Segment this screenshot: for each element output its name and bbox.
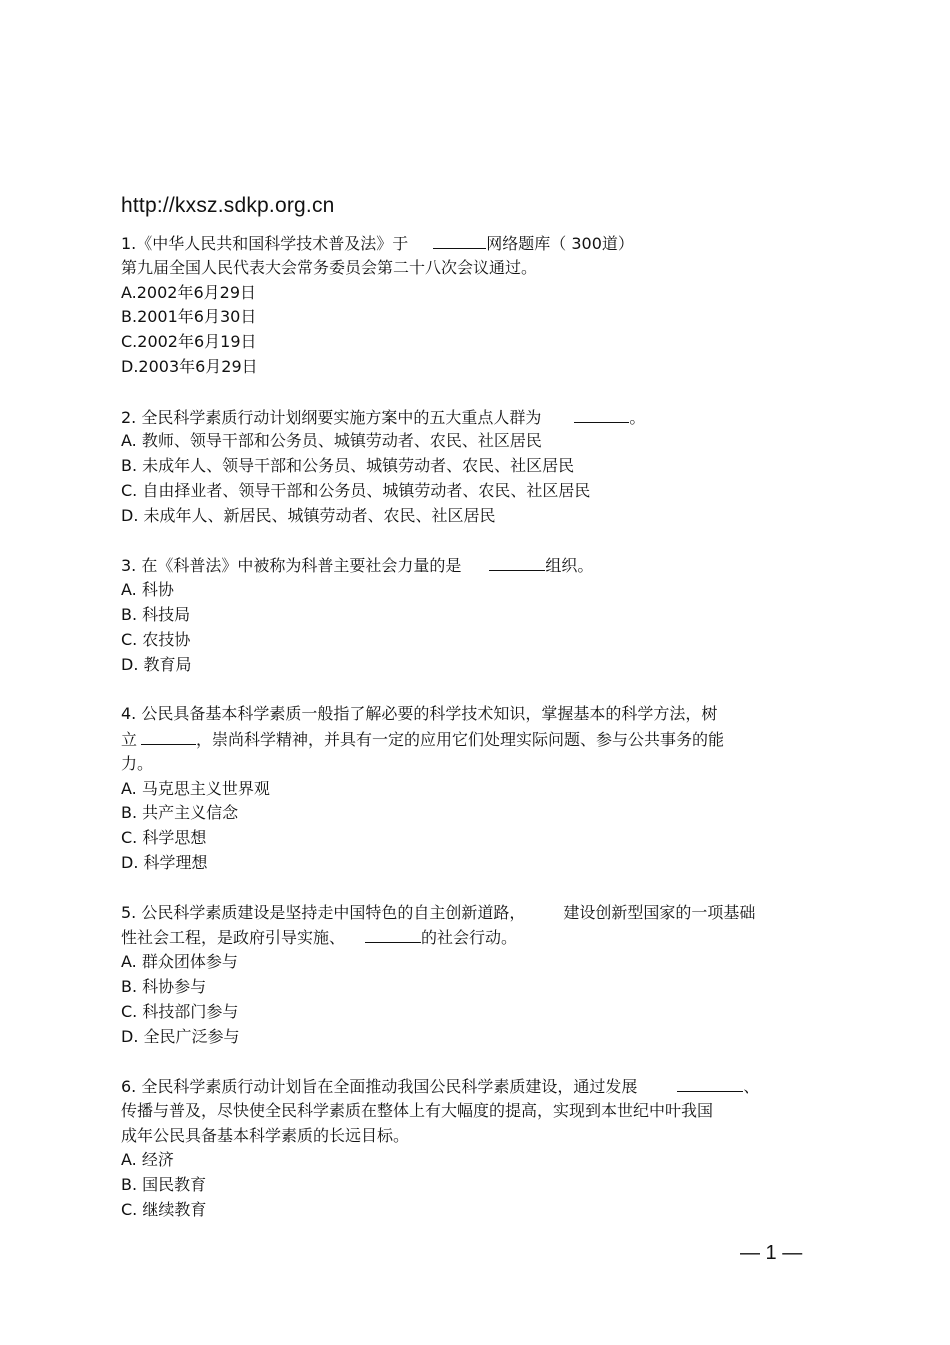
question-text: 。 [629,407,646,427]
option-c: C.2002年6月19日 [121,332,257,352]
page-number: — 1 — [740,1242,803,1264]
option-d: D. 教育局 [121,654,192,674]
answer-blank [574,405,629,423]
option-d: D. 全民广泛参与 [121,1026,240,1046]
question-text-line [121,231,821,256]
answer-blank [433,231,486,249]
question-text: 网络题库（ 300道） [486,234,634,253]
question-item [121,405,821,529]
option-b: B. 国民教育 [121,1175,207,1195]
question-text-line [121,901,821,926]
question-text: 1.《中华人民共和国科学技术普及法》于 [121,234,409,253]
option-a: A. 科协 [121,580,174,600]
question-text: 组织。 [545,556,594,576]
question-text-line [121,553,821,578]
option-d: D. 未成年人、新居民、城镇劳动者、农民、社区居民 [121,505,496,525]
question-text: 2. 全民科学素质行动计划纲要实施方案中的五大重点人群为 [121,407,542,427]
question-text-line [121,727,821,752]
option-a: A. 经济 [121,1150,174,1170]
option-d: D. 科学理想 [121,852,208,872]
question-text-line [121,256,821,281]
option-c: C. 农技协 [121,629,191,649]
question-text-line [121,1074,821,1099]
option-c: C. 继续教育 [121,1200,207,1220]
question-item [121,901,821,1050]
answer-blank [489,553,545,571]
question-text-line [121,702,821,727]
question-text: 5. 公民科学素质建设是坚持走中国特色的自主创新道路， [121,902,526,922]
option-b: B.2001年6月30日 [121,307,257,327]
question-text-line [121,1099,821,1124]
answer-blank [141,727,196,745]
question-text-line [121,405,821,430]
option-c: C. 科学思想 [121,828,207,848]
source-url: http://kxsz.sdkp.org.cn [121,194,335,217]
option-c: C. 科技部门参与 [121,1001,239,1021]
option-c: C. 自由择业者、领导干部和公务员、城镇劳动者、农民、社区居民 [121,480,591,500]
question-text: 成年公民具备基本科学素质的长远目标。 [121,1125,410,1145]
question-text: 传播与普及，尽快使全民科学素质在整体上有大幅度的提高，实现到本世纪中叶我国 [121,1100,714,1120]
option-a: A.2002年6月29日 [121,282,257,302]
option-b: B. 科协参与 [121,976,207,996]
question-item [121,553,821,677]
question-text-line [121,1124,821,1149]
question-text-line [121,925,821,950]
question-item [121,231,821,380]
option-a: A. 马克思主义世界观 [121,778,270,798]
option-d: D.2003年6月29日 [121,356,258,376]
answer-blank [365,925,421,943]
question-text: 建设创新型国家的一项基础 [563,902,756,922]
question-text: 3. 在《科普法》中被称为科普主要社会力量的是 [121,556,462,576]
question-text: 力。 [121,753,154,773]
question-text: 6. 全民科学素质行动计划旨在全面推动我国公民科学素质建设，通过发展 [121,1077,638,1097]
question-text: 立 [121,729,138,749]
option-a: A. 教师、领导干部和公务员、城镇劳动者、农民、社区居民 [121,431,542,451]
question-list [121,231,821,1248]
question-text: 的社会行动。 [421,928,518,948]
option-b: B. 未成年人、领导干部和公务员、城镇劳动者、农民、社区居民 [121,456,575,476]
answer-blank [677,1074,743,1092]
question-text: 、 [743,1077,760,1097]
option-b: B. 科技局 [121,604,191,624]
question-text: 第九届全国人民代表大会常务委员会第二十八次会议通过。 [121,257,538,277]
question-item [121,1074,821,1223]
question-text: ，崇尚科学精神，并具有一定的应用它们处理实际问题、参与公共事务的能 [196,729,725,749]
option-a: A. 群众团体参与 [121,952,238,972]
answer-blank [525,901,563,918]
question-item [121,702,821,876]
question-text: 性社会工程，是政府引导实施、 [121,928,346,948]
question-text: 4. 公民具备基本科学素质一般指了解必要的科学技术知识，掌握基本的科学方法，树 [121,704,718,724]
question-text-line [121,752,821,777]
option-b: B. 共产主义信念 [121,803,239,823]
